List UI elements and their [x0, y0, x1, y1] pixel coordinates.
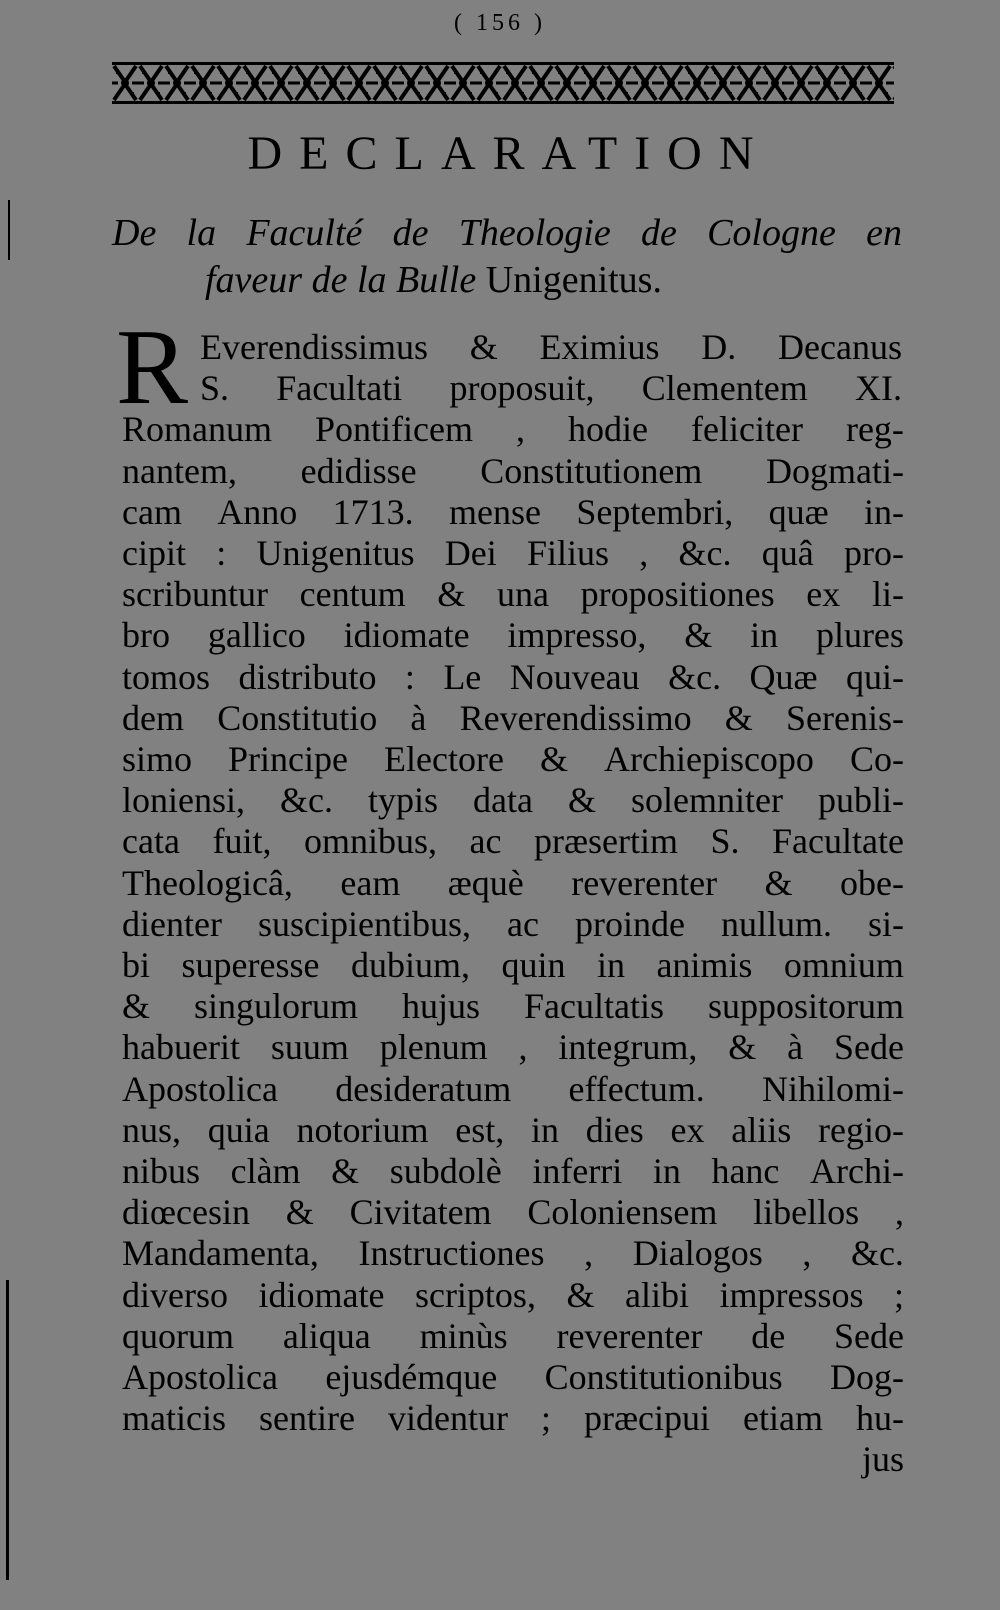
- body-line: nantem, edidisse Constitutionem Dogmati-: [122, 450, 904, 491]
- body-line: simo Principe Electore & Archiepiscopo Co-: [122, 739, 904, 779]
- body-line: cam Anno 1713. mense Septembri, quæ in-: [122, 491, 904, 532]
- body-line: Theologicâ, eam æquè reverenter & obe-: [122, 862, 904, 903]
- subheading-word: de: [640, 212, 677, 254]
- body-line: quorum aliqua minùs reverenter de Sede: [122, 1315, 904, 1356]
- body-line: S. Facultati proposuit, Clementem XI.: [200, 368, 902, 409]
- body-line: dienter suscipientibus, ac proinde nullum. si-: [122, 903, 904, 944]
- body-line: diœcesin & Civitatem Coloniensem libellos ,: [122, 1192, 904, 1233]
- body-line: diverso idiomate scriptos, & alibi impressos ;: [122, 1274, 904, 1315]
- drop-cap: R: [116, 308, 189, 427]
- body-line: Everendissimus & Eximius D. Decanus: [200, 327, 902, 367]
- body-line: bi superesse dubium, quin in animis omnium: [122, 945, 904, 985]
- body-line: & singulorum hujus Facultatis suppositorum: [122, 986, 904, 1027]
- subheading-word: la: [186, 212, 217, 254]
- ornamental-headband: [112, 62, 894, 104]
- body-line: jus: [861, 1439, 904, 1480]
- subheading-word: Theologie: [458, 212, 611, 254]
- body-line: bro gallico idiomate impresso, & in plures: [122, 615, 904, 656]
- body-line: loniensi, &c. typis data & solemniter publi-: [122, 780, 904, 821]
- body-line: habuerit suum plenum , integrum, & à Sede: [122, 1027, 904, 1068]
- subheading-word: Faculté: [246, 212, 363, 254]
- subheading-word: Cologne: [707, 212, 836, 254]
- body-line: maticis sentire videntur ; præcipui etiam hu-: [122, 1398, 904, 1439]
- body-line: Romanum Pontificem , hodie feliciter reg-: [122, 409, 904, 450]
- body-line: dem Constitutio à Reverendissimo & Serenis-: [122, 697, 904, 738]
- page-number: ( 156 ): [454, 10, 546, 36]
- body-line: nus, quia notorium est, in dies ex aliis regio-: [122, 1109, 904, 1150]
- body-line: Mandamenta, Instructiones , Dialogos , &c.: [122, 1233, 904, 1274]
- body-line: Apostolica ejusdémque Constitutionibus Dog-: [122, 1357, 904, 1397]
- subheading-word: De: [112, 212, 157, 254]
- body-line: cipit : Unigenitus Dei Filius , &c. quâ pro-: [122, 533, 904, 573]
- body-line: Apostolica desideratum effectum. Nihilomi-: [122, 1068, 904, 1109]
- subheading-line-2: [205, 258, 995, 302]
- subheading-word: de: [392, 212, 429, 254]
- subheading-word: en: [866, 212, 902, 254]
- body-line: nibus clàm & subdolè inferri in hanc Archi-: [122, 1151, 904, 1191]
- subheading-roman: Unigenitus.: [485, 259, 662, 301]
- margin-mark: [6, 1280, 9, 1580]
- body-line: tomos distributo : Le Nouveau &c. Quæ qui-: [122, 656, 904, 697]
- body-line: cata fuit, omnibus, ac præsertim S. Facultate: [122, 821, 904, 862]
- margin-mark: [8, 200, 10, 260]
- subheading-italic: faveur de la Bulle: [205, 259, 477, 301]
- heading: DECLARATION: [247, 127, 771, 180]
- subheading-line-1: [112, 211, 902, 255]
- body-line: scribuntur centum & una propositiones ex li-: [122, 574, 904, 615]
